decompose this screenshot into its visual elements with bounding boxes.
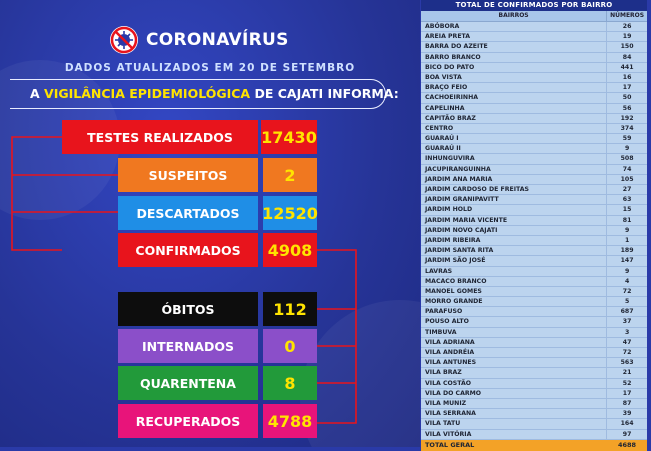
bairro-name: VILA ADRIANA <box>425 338 475 346</box>
table-row <box>421 368 647 378</box>
bairro-name: MACACO BRANCO <box>425 277 487 285</box>
bairro-name: JARDIM CARDOSO DE FREITAS <box>425 186 529 193</box>
recuperados-label: RECUPERADOS <box>118 404 258 438</box>
bairro-name: BARRA DO AZEITE <box>425 43 488 51</box>
bairro-name: BARRO BRANCO <box>425 53 481 61</box>
table-row <box>421 399 647 409</box>
column-header-bairros: BAIRROS <box>498 12 529 19</box>
bairro-count: 16 <box>606 73 647 82</box>
bairro-count: 27 <box>606 185 647 194</box>
bairro-count: 9 <box>606 144 647 153</box>
table-row <box>421 287 647 297</box>
table-row <box>421 154 647 164</box>
suspeitos-label: SUSPEITOS <box>118 158 258 192</box>
table-row <box>421 216 647 226</box>
table-row <box>421 246 647 256</box>
bairro-count: 9 <box>606 267 647 276</box>
table-row <box>421 83 647 93</box>
table-row <box>421 114 647 124</box>
bairro-name: VILA ANDRÉIA <box>425 349 475 356</box>
update-date: DADOS ATUALIZADOS EM 20 DE SETEMBRO <box>64 62 356 74</box>
bairro-count: 192 <box>606 114 647 123</box>
bairro-name: JACUPIRANGUINHA <box>425 165 491 173</box>
bairro-name: JARDIM RIBEIRA <box>425 236 481 244</box>
bairro-name: VILA COSTÃO <box>425 379 472 387</box>
bairro-count: 21 <box>606 368 647 377</box>
descartados-value: 12520 <box>263 196 317 230</box>
table-total-row <box>421 440 647 451</box>
table-header-row <box>421 11 647 22</box>
bairro-count: 39 <box>606 409 647 418</box>
bairro-count: 441 <box>606 63 647 72</box>
table-row <box>421 256 647 266</box>
bairro-name: PARAFUSO <box>425 308 463 316</box>
total-value: 4688 <box>617 440 637 449</box>
bairro-count: 47 <box>606 338 647 347</box>
table-row <box>421 104 647 114</box>
table-row <box>421 317 647 327</box>
table-row <box>421 267 647 277</box>
bairro-name: BRAÇO FEIO <box>425 84 468 92</box>
bairro-name: GUARAÚ II <box>425 145 461 153</box>
table-row <box>421 73 647 83</box>
table-row <box>421 297 647 307</box>
bairro-name: GUARAÚ I <box>425 135 459 143</box>
bairro-count: 50 <box>606 93 647 102</box>
bairro-count: 97 <box>606 430 647 439</box>
bairro-name: MANOEL GOMES <box>425 287 482 295</box>
recuperados-value: 4788 <box>263 404 317 438</box>
table-row <box>421 165 647 175</box>
bairro-count: 87 <box>606 399 647 408</box>
table-row <box>421 175 647 185</box>
obitos-value: 112 <box>263 292 317 326</box>
internados-label: INTERNADOS <box>118 329 258 363</box>
bairro-name: JARDIM HOLD <box>425 206 473 214</box>
table-row <box>421 277 647 287</box>
bairro-name: TIMBUVA <box>425 328 457 336</box>
table-row <box>421 409 647 419</box>
bairro-count: 147 <box>606 256 647 265</box>
bairro-count: 59 <box>606 134 647 143</box>
bairro-name: VILA VITÓRIA <box>425 430 472 438</box>
quarentena-value: 8 <box>263 366 317 400</box>
bairro-count: 74 <box>606 165 647 174</box>
table-title: TOTAL DE CONFIRMADOS POR BAIRRO <box>421 0 647 11</box>
bairro-name: BOA VISTA <box>425 73 462 81</box>
confirmados-label: CONFIRMADOS <box>118 233 258 267</box>
table-row <box>421 348 647 358</box>
bairro-name: ABÓBORA <box>425 23 460 30</box>
bairro-name: AREIA PRETA <box>425 33 471 41</box>
table-row <box>421 42 647 52</box>
bairro-name: VILA TATU <box>425 420 461 428</box>
column-header-numeros: NÚMEROS <box>606 11 647 21</box>
bairro-count: 84 <box>606 53 647 62</box>
obitos-label: ÓBITOS <box>118 292 258 326</box>
table-row <box>421 185 647 195</box>
table-row <box>421 358 647 368</box>
bairro-count: 26 <box>606 22 647 31</box>
table-row <box>421 236 647 246</box>
table-row <box>421 419 647 429</box>
bairro-count: 105 <box>606 175 647 184</box>
total-label: TOTAL GERAL <box>425 440 475 449</box>
bairro-name: VILA MUNIZ <box>425 399 467 407</box>
table-row <box>421 22 647 32</box>
bairro-name: INHUNGUVIRA <box>425 155 475 163</box>
bairro-name: JARDIM MARIA VICENTE <box>425 216 508 224</box>
bairro-count: 189 <box>606 246 647 255</box>
bairro-name: VILA BRAZ <box>425 369 462 377</box>
announce-prefix: A <box>30 86 45 101</box>
table-row <box>421 389 647 399</box>
table-row <box>421 144 647 154</box>
bairro-count: 687 <box>606 307 647 316</box>
bairro-count: 164 <box>606 419 647 428</box>
quarentena-label: QUARENTENA <box>118 366 258 400</box>
bairro-count: 17 <box>606 83 647 92</box>
bairro-count: 374 <box>606 124 647 133</box>
table-body <box>421 22 647 440</box>
bairro-count: 72 <box>606 348 647 357</box>
table-row <box>421 195 647 205</box>
bairro-name: JARDIM SANTA RITA <box>425 247 494 255</box>
bairro-count: 19 <box>606 32 647 41</box>
brand-title: CORONAVÍRUS <box>146 30 289 50</box>
bairro-count: 563 <box>606 358 647 367</box>
table-row <box>421 53 647 63</box>
bairro-name: JARDIM SÃO JOSÉ <box>425 257 486 265</box>
table-row <box>421 63 647 73</box>
testes-value: 17430 <box>261 120 317 154</box>
descartados-label: DESCARTADOS <box>118 196 258 230</box>
bairro-count: 150 <box>606 42 647 51</box>
table-row <box>421 93 647 103</box>
bairro-name: CAPITÃO BRAZ <box>425 114 476 122</box>
table-row <box>421 338 647 348</box>
bairro-count: 15 <box>606 205 647 214</box>
bairro-name: POUSO ALTO <box>425 318 469 326</box>
bairro-count: 52 <box>606 379 647 388</box>
bairro-name: VILA DO CARMO <box>425 389 482 397</box>
bairro-count: 9 <box>606 226 647 235</box>
bairro-count: 5 <box>606 297 647 306</box>
bairro-count: 81 <box>606 216 647 225</box>
table-row <box>421 328 647 338</box>
table-row <box>421 134 647 144</box>
bairro-count: 17 <box>606 389 647 398</box>
bairro-name: CAPELINHA <box>425 104 465 112</box>
bairro-name: LAVRAS <box>425 267 453 275</box>
bairro-count: 1 <box>606 236 647 245</box>
bairro-name: CACHOEIRINHA <box>425 94 479 102</box>
table-row <box>421 32 647 42</box>
bairro-name: BICO DO PATO <box>425 63 475 71</box>
bairro-name: VILA ANTUNES <box>425 359 477 367</box>
bairro-name: JARDIM NOVO CAJATI <box>425 226 498 234</box>
table-row <box>421 307 647 317</box>
bairro-count: 508 <box>606 154 647 163</box>
bairro-name: JARDIM ANA MARIA <box>425 175 493 183</box>
suspeitos-value: 2 <box>263 158 317 192</box>
bairro-name: MORRO GRANDE <box>425 298 483 306</box>
bairro-name: JARDIM GRANIPAVITT <box>425 196 499 204</box>
announce-suffix: DE CAJATI INFORMA: <box>250 86 399 101</box>
bairro-name: CENTRO <box>425 124 454 132</box>
table-row <box>421 124 647 134</box>
bairro-count: 3 <box>606 328 647 337</box>
bairro-count: 72 <box>606 287 647 296</box>
table-row <box>421 430 647 440</box>
bairro-count: 56 <box>606 104 647 113</box>
bairros-table <box>421 0 647 447</box>
announce-highlight: VIGILÂNCIA EPIDEMIOLÓGICA <box>44 86 251 101</box>
internados-value: 0 <box>263 329 317 363</box>
table-row <box>421 226 647 236</box>
confirmados-value: 4908 <box>263 233 317 267</box>
testes-label: TESTES REALIZADOS <box>62 120 258 154</box>
table-row <box>421 379 647 389</box>
bairro-name: VILA SERRANA <box>425 410 476 418</box>
bairro-count: 63 <box>606 195 647 204</box>
table-row <box>421 205 647 215</box>
bairro-count: 37 <box>606 317 647 326</box>
bairro-count: 4 <box>606 277 647 286</box>
